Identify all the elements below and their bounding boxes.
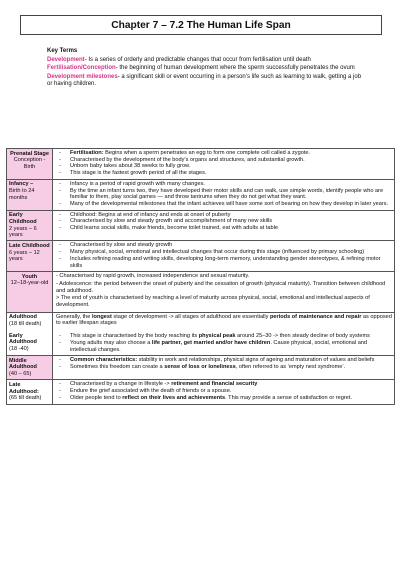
stage-name: Late Childhood: [9, 242, 50, 249]
stage-description-adulthood: [53, 312, 395, 356]
table-row-infancy: [7, 179, 395, 210]
bold-text: retirement and financial security: [171, 381, 258, 388]
list-item: [56, 395, 392, 402]
list-item: [56, 381, 392, 388]
table-row-adulthood: [7, 312, 395, 356]
list-item: - Characterised by slow and steady growth: [56, 242, 392, 249]
term-definition: - the beginning of human development where the sperm successfully penetrates the ovum: [115, 65, 355, 72]
stage-range: (65 till death): [9, 395, 42, 402]
stage-range: Birth to 24 months: [9, 188, 35, 201]
text: Sometimes this freedom can create a: [70, 363, 165, 370]
key-term-fertilisation: [47, 65, 365, 73]
stage-name: Youth: [21, 273, 38, 280]
text: stability in work and relationships, physical signs of ageing and maturation of values and beliefs: [137, 357, 375, 364]
stage-name: Prenatal Stage: [10, 150, 49, 157]
bold-text: reflect on their lives and achievements: [122, 394, 226, 401]
list-item: - Many of the developmental milestones that the infant achieves will have some sort of bearing on how they develop in later years.: [56, 201, 392, 208]
stage-cell-adulthood: [7, 312, 53, 356]
stage-description-early-childhood: [53, 210, 395, 241]
list-item: [56, 357, 392, 364]
text: around 25–30 -> then steady decline of body systems: [235, 333, 370, 340]
stage-range: Conception - Birth: [13, 157, 46, 170]
stage-cell-late-childhood: [7, 241, 53, 272]
stage-name: Late Adulthood:: [9, 381, 39, 395]
table-row-early-childhood: [7, 210, 395, 241]
stage-name: Infancy –: [9, 181, 34, 188]
list-item: [56, 333, 392, 340]
term-definition: - a significant skill or event occurring in a person’s life such as learning to walk, getting a job or having children.: [47, 73, 362, 88]
term-name: Fertilisation/Conception: [47, 65, 116, 72]
text: Young adults may also choose a: [70, 339, 152, 346]
text: Characterised by a change in lifestyle ->: [70, 381, 172, 388]
stage-name: Middle Adulthood: [9, 357, 37, 371]
stage-name: Early Childhood: [9, 212, 37, 225]
stage-range: 12–18-year-old: [10, 280, 49, 287]
table-row-youth: [7, 272, 395, 313]
list-item: - By the time an infant turns two, they have developed their motor skills and can walk, use simple words, identify people who are familiar to them, play social games — and throw tantrums when they do not get what they want.: [56, 188, 392, 201]
list-item: - This stage is the fastest growth period of all the stages.: [56, 170, 392, 177]
text: . This may provide a sense of satisfaction or regret.: [225, 394, 352, 401]
stage-cell-early-childhood: [7, 210, 53, 241]
term-name: Development milestones: [47, 73, 118, 80]
key-term-milestones: [47, 74, 365, 89]
table-row-middle-adulthood: [7, 356, 395, 380]
stage-description-late-childhood: [53, 241, 395, 272]
stage-range: (18 till death): [9, 320, 42, 327]
key-terms-section: [47, 48, 365, 90]
bold-text: physical peak: [198, 333, 236, 340]
text: Older people tend to: [70, 394, 123, 401]
paragraph: > The end of youth is characterised by reaching a level of maturity across physical, social, emotional and intellectual aspects of development.: [56, 295, 370, 309]
stage-cell-prenatal: [7, 149, 53, 180]
stage-name-early-adulthood: Early Adulthood: [9, 332, 37, 346]
list-item: - Characterised by the development of the body’s organs and structures, and substantial growth.: [56, 157, 392, 164]
list-item: - Unborn baby takes about 38 weeks to fully grow.: [56, 163, 392, 170]
paragraph: [56, 314, 392, 327]
key-terms-heading: Key Terms: [47, 48, 78, 54]
stage-description-youth: [53, 272, 395, 313]
bold-text: periods of maintenance and repair: [269, 313, 362, 320]
bold-text: sense of loss or loneliness: [164, 363, 236, 370]
stage-description-middle-adulthood: [53, 356, 395, 380]
text: Begins when a sperm penetrates an egg to form one complete cell called a zygote.: [103, 150, 311, 156]
list-item: [56, 364, 392, 371]
list-item: - Endure the grief associated with the death of friends or a spouse.: [56, 388, 392, 395]
stage-description-infancy: [53, 179, 395, 210]
bold-text: life partner, get married and/or have children: [151, 339, 271, 346]
stage-name: Adulthood: [9, 314, 37, 321]
list-item: - Many physical, social, emotional and intellectual changes that occur during this stage (influenced by primary schooling): [56, 249, 392, 256]
list-item: - Infancy is a period of rapid growth with many changes.: [56, 181, 392, 188]
paragraph: - Characterised by rapid growth, increased independence and sexual maturity.: [56, 273, 250, 280]
term-name: Development: [47, 56, 85, 63]
list-item: - Characterised by slow and steady growth and accomplishment of many new skills: [56, 218, 392, 225]
stage-description-prenatal: [53, 149, 395, 180]
list-item: [56, 150, 392, 157]
text: . Cause physical, social, emotional and intellectual changes.: [70, 339, 368, 353]
bold-text: longest: [91, 313, 112, 320]
bold-text: Common characteristics:: [70, 357, 138, 364]
stage-cell-late-adulthood: [7, 380, 53, 404]
stage-range-early-adulthood: (18 -40): [9, 346, 29, 353]
stage-range: 2 years – 6 years: [9, 225, 37, 239]
table-row-late-childhood: [7, 241, 395, 272]
stage-cell-middle-adulthood: [7, 356, 53, 380]
life-span-table: [6, 148, 395, 405]
list-item: - Childhood: Begins at end of infancy and ends at onset of puberty: [56, 212, 392, 219]
stage-cell-youth: [7, 272, 53, 313]
table-row-prenatal: [7, 149, 395, 180]
text: stage of development -> all stages of adulthood are essentially: [111, 313, 270, 320]
bold-text: Fertilisation:: [70, 150, 104, 156]
stage-description-late-adulthood: [53, 380, 395, 404]
text: , often referred to as ‘empty nest syndrome’.: [235, 363, 346, 370]
list-item: - Includes refining reading and writing skills, developing long-term memory, understanding gender stereotypes, & refining motor skills: [56, 256, 392, 269]
stage-cell-infancy: [7, 179, 53, 210]
paragraph: - Adolescence: the period between the onset of puberty and the cessation of growth (physical maturity). Transition between childhood and adulthood.: [56, 280, 386, 294]
text: This stage is characterised by the body reaching its: [70, 333, 199, 340]
page-title: Chapter 7 – 7.2 The Human Life Span: [20, 15, 382, 35]
stage-range: 6 years – 12 years: [9, 249, 40, 263]
list-item: - Child learns social skills, make friends, become toilet trained, eat with adults at table: [56, 225, 392, 232]
text: as opposed to earlier lifespan stages: [56, 313, 392, 327]
text: Generally, the: [56, 313, 92, 320]
term-definition: - Is a series of orderly and predictable changes that occur from fertilisation until death: [84, 56, 311, 63]
stage-range: (40 – 65): [9, 371, 32, 378]
table-row-late-adulthood: [7, 380, 395, 404]
list-item: [56, 340, 392, 353]
key-term-development: [47, 57, 365, 65]
